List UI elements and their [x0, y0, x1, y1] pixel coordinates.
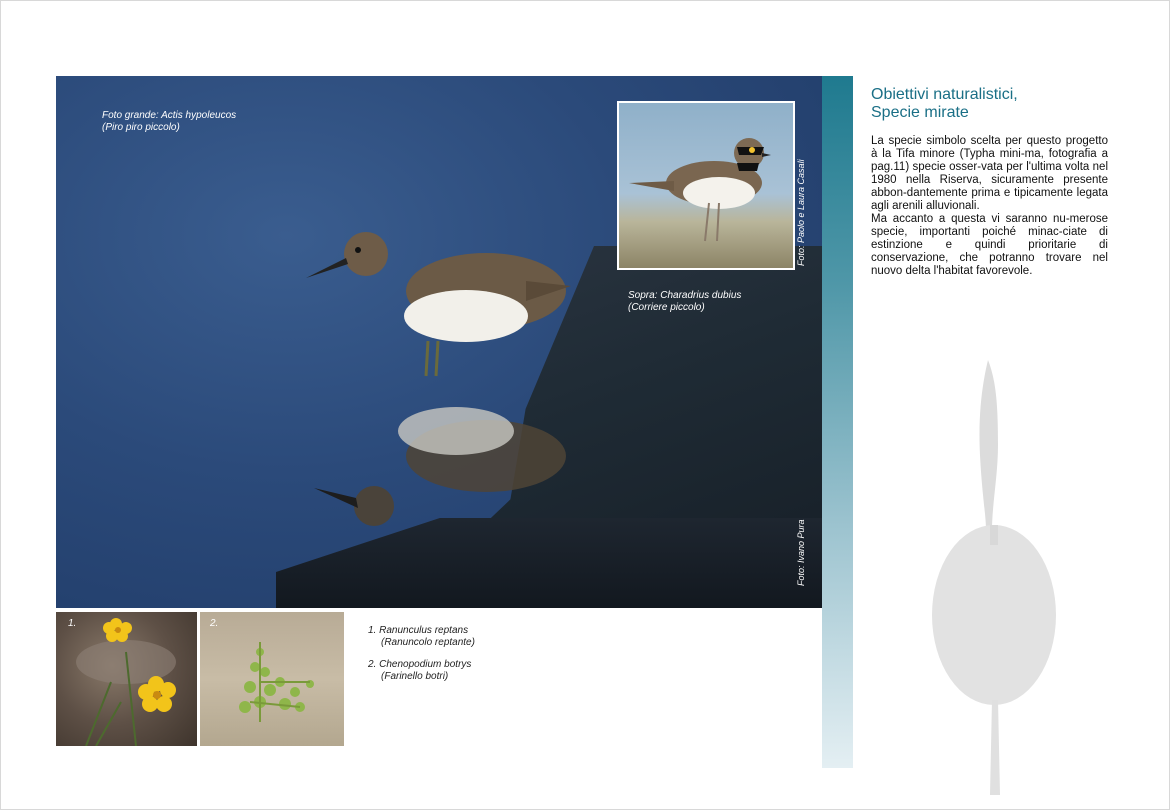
inset-photo-caption-line1: Sopra: Charadrius dubius [628, 290, 742, 301]
main-photo-caption-line2: (Piro piro piccolo) [102, 122, 180, 133]
inset-photo-plover [617, 101, 795, 270]
body-paragraph-2: Ma accanto a questa vi saranno nu-merose specie, importanti poiché minac-ciate di estinzione e quindi prioritarie di conservazione, che potranno trovare nel nuovo delta l'habitat favorevole. [871, 213, 1108, 277]
main-photo-caption [102, 110, 236, 134]
body-paragraph-1: La specie simbolo scelta per questo progetto à la Tifa minore (Typha mini-ma, fotografia a pag.11) specie osser-vata per l'ultima volta nel 1980 nella Riserva, sicuramente presente abbon-dantemente prima e tipicamente legata agli arenili alluvionali. [871, 135, 1108, 212]
plant-name-scientific: 1. Ranunculus reptans [368, 625, 469, 636]
chenopodium-illustration [200, 612, 344, 746]
plant-name-common: (Ranuncolo reptante) [381, 637, 475, 648]
thumb-number-1: 1. [68, 618, 77, 629]
main-photo-caption-line1: Foto grande: Actis hypoleucos [102, 110, 237, 121]
thumb-number-2: 2. [210, 618, 219, 629]
plant-list-item [368, 625, 475, 649]
inset-photo-caption [628, 290, 741, 314]
inset-photo-credit: Foto: Paolo e Laura Casali [796, 159, 806, 266]
plant-list [368, 625, 475, 693]
decorative-teal-bar [822, 76, 853, 768]
plant-name-common: (Farinello botri) [381, 671, 449, 682]
typha-silhouette [930, 355, 1060, 795]
section-heading-line2: Specie mirate [871, 104, 969, 121]
inset-photo-caption-line2: (Corriere piccolo) [628, 302, 705, 313]
body-text [871, 135, 1108, 278]
thumb-ranunculus [56, 612, 197, 746]
plover-illustration [619, 103, 793, 268]
section-heading-line1: Obiettivi naturalistici, [871, 86, 1018, 103]
main-photo-credit: Foto: Ivano Pura [796, 519, 806, 586]
plant-name-scientific: 2. Chenopodium botrys [368, 659, 472, 670]
section-heading [871, 86, 1018, 122]
plant-list-item [368, 659, 475, 683]
buttercup-illustration [56, 612, 197, 746]
thumb-chenopodium [200, 612, 344, 746]
